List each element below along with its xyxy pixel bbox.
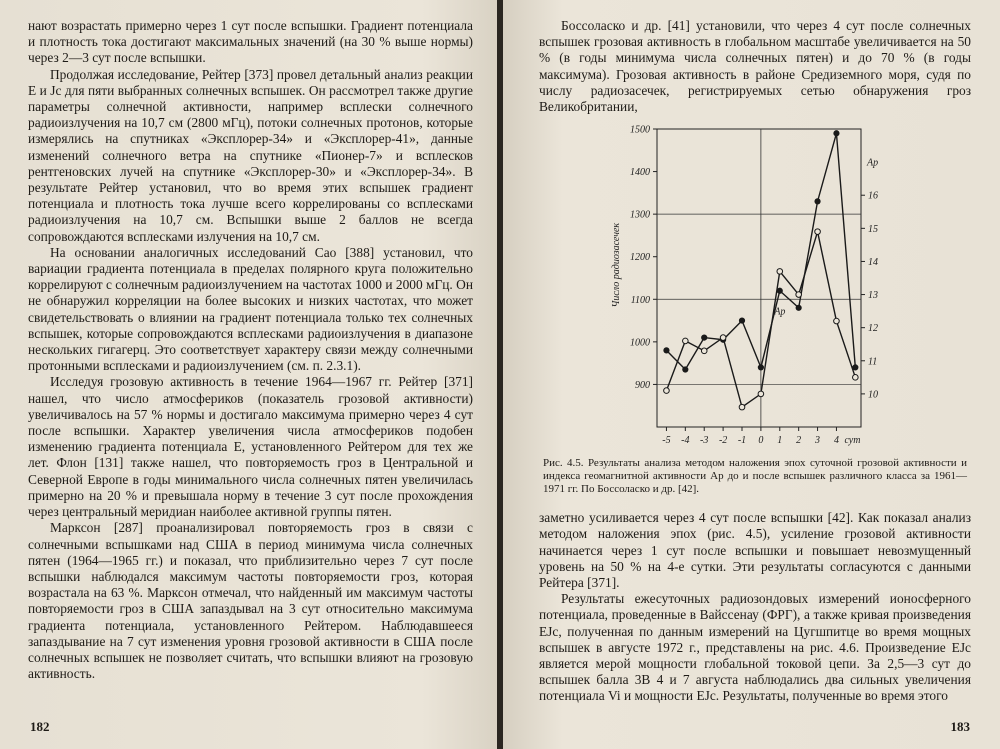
data-point — [720, 335, 726, 341]
left-page — [0, 0, 497, 749]
paragraph: На основании аналогичных исследований Сао [388] установил, что вариации градиента потенциала в пределах полярного круга положительно коррелируют с солнечным радиоизлучением на частотах 1000 и 2000 мГц. Он не обнаружил корреляции на более высоких и низких частотах, что может свидетельствовать о влиянии на градиент потенциала только тех солнечных вспышек, которые сопровождаются всплесками радиоизлучения в диапазоне нескольких гигагерц. Это соответствует характеру связи между солнечными протонными всплесками и радиоизлучением (см. п. 2.3.1). — [28, 244, 473, 374]
x-tick-label: -3 — [700, 435, 709, 447]
data-point — [815, 199, 820, 204]
x-tick-label: 1 — [777, 435, 783, 447]
data-point — [702, 335, 707, 340]
y-left-tick-label: 1500 — [630, 124, 650, 136]
right-page — [503, 0, 1000, 749]
x-tick-label: 4 — [833, 435, 839, 447]
y-right-tick-label: 15 — [868, 224, 878, 236]
paragraph: Продолжая исследование, Рейтер [373] провел детальный анализ реакции E и Jc для пяти выбранных солнечных вспышек. Он рассмотрел также другие параметры солнечной активности, например всплески солнечного радиоизлучения на 10,7 см (2800 мГц), потоки солнечных протонов, которые измерялись на спутниках «Эксплорер-34» и «Эксплорер-41», данные изменений солнечного ветра на спутнике «Пионер-7» и всплесков рентгеновских лучей на спутнике «Эксплорер-30» и «Эксплорер-34». В результате Рейтер установил, что во время этих вспышек градиент потенциала и плотность тока лучше всего коррелированы со всплесками радиоизлучения на 10,7 см. Вспышки выше 2 баллов не всегда сопровождаются всплесками излучения на 10,7 см. — [28, 66, 473, 244]
y-left-tick-label: 1300 — [630, 209, 650, 221]
y-left-tick-label: 1200 — [630, 252, 650, 264]
series-label-ap: Ap — [774, 306, 786, 318]
data-point — [853, 375, 859, 381]
y-right-tick-label: 10 — [868, 389, 878, 401]
figure-caption: Рис. 4.5. Результаты анализа методом наложения эпох суточной грозовой активности и индекса геомагнитной активности Ap до и после вспышек различного класса за 1961—1971 гг. По Боссоласко и др. [42]. — [543, 457, 967, 496]
data-point — [777, 269, 783, 275]
x-tick-label: 0 — [758, 435, 764, 447]
data-point — [739, 405, 745, 411]
page-number-right: 183 — [950, 719, 970, 734]
x-unit-label: сут — [844, 435, 861, 447]
y-right-tick-label: 13 — [868, 290, 878, 302]
paragraph: Боссоласко и др. [41] установили, что через 4 сут после солнечных вспышек грозовая активность в глобальном масштабе увеличивается на 50 % (в годы минимума числа солнечных пятен) и до 70 % (в годы максимума). Грозовая активность в районе Средиземного моря, судя по числу радиозасечек, регистрируемых сетью обнаружения гроз Великобритании, — [539, 18, 971, 115]
y-left-tick-label: 1000 — [630, 337, 650, 349]
data-point — [853, 365, 858, 370]
data-point — [834, 131, 839, 136]
y-right-tick-label: 12 — [868, 323, 878, 335]
right-text-column — [539, 18, 971, 705]
y-left-tick-label: 1400 — [630, 167, 650, 179]
data-point — [815, 229, 821, 235]
data-point — [664, 388, 670, 394]
paragraph: нают возрастать примерно через 1 сут после вспышки. Градиент потенциала и плотность тока достигают максимальных значений (на 30 % выше нормы) через 2—3 сут после вспышки. — [28, 18, 473, 66]
epoch-superposition-chart — [539, 117, 971, 457]
y-right-tick-label: 11 — [868, 356, 878, 368]
y-left-tick-label: 1100 — [630, 295, 650, 307]
y-left-tick-label: 900 — [635, 380, 650, 392]
data-point — [777, 288, 782, 293]
data-point — [683, 367, 688, 372]
data-point — [664, 348, 669, 353]
x-tick-label: -5 — [662, 435, 671, 447]
data-point — [683, 338, 689, 344]
y-left-axis-label: Число радиозасечек — [611, 223, 622, 308]
data-point — [834, 318, 840, 324]
data-point — [739, 318, 744, 323]
right-bottom-text — [539, 510, 971, 704]
paragraph: Исследуя грозовую активность в течение 1964—1967 гг. Рейтер [371] нашел, что число атмосфериков (показатель грозовой активности) увеличивалось на 57 % нормы и достигало максимума примерно через 4 сут после вспышки. Характер увеличения числа атмосфериков подобен изменению градиента потенциала E, установленного Рейтером для тех же лет. Флон [131] также нашел, что повторяемость гроз в Центральной и Северной Европе в годы минимального числа солнечных пятен увеличилась примерно на 20 % и превышала норму в течение 3 сут после прохождения через центральный меридиан наиболее активной группы пятен. — [28, 374, 473, 520]
data-point — [758, 365, 763, 370]
y-right-tick-label: 14 — [868, 257, 878, 269]
right-top-text — [539, 18, 971, 115]
data-point — [758, 391, 764, 397]
x-tick-label: 2 — [796, 435, 802, 447]
data-point — [796, 305, 801, 310]
paragraph: Марксон [287] проанализировал повторяемость гроз в связи с солнечными вспышками над США в период минимума числа солнечных пятен (1964—1965 гг.) и показал, что приблизительно через 7 сут после вспышки наблюдался максимум частоты повторяемости гроз, которая возрастала на 63 %. Марксон отмечал, что найденный им максимум частоты повторяемости гроз в США запаздывал на 3 сут относительно максимума градиента потенциала, установленного Рейтером. Наблюдавшееся запаздывание на 7 сут изменения уровня грозовой активности в США после солнечных вспышек не позволяет считать, что вспышки влияют на грозовую активность. — [28, 520, 473, 682]
x-tick-label: -2 — [718, 435, 728, 447]
x-tick-label: -4 — [681, 435, 690, 447]
paragraph: Результаты ежесуточных радиозондовых измерений ионосферного потенциала, проведенные в Вайссенау (ФРГ), а также кривая произведения EJc, полученная по данным измерений на Цугшпитце во время мощных вспышек в августе 1972 г., представлены на рис. 4.6. Произведение EJc является мерой мощности глобальной токовой цепи. За 2,5—3 сут до вспышек балла 3B 4 и 7 августа наблюдались два сильных увеличения потенциала Vi и мощности EJc. Результаты, полученные во время этого — [539, 591, 971, 704]
y-right-axis-label: Ap — [867, 157, 879, 169]
x-tick-label: 3 — [815, 435, 821, 447]
data-point — [796, 292, 802, 298]
paragraph: заметно усиливается через 4 сут после вспышки [42]. Как показал анализ методом наложения эпох (рис. 4.5), усиление грозовой активности начинается через 1 сут после вспышки и повышает невозмущенный уровень на 50 % на 4-е сутки. Эти результаты согласуются с данными Рейтера [371]. — [539, 510, 971, 591]
plot-frame — [657, 129, 861, 427]
y-right-tick-label: 16 — [868, 190, 878, 202]
figure-4-5 — [539, 117, 971, 457]
left-text-column — [28, 18, 473, 682]
data-point — [701, 348, 707, 354]
x-tick-label: -1 — [737, 435, 747, 447]
page-number-left: 182 — [30, 719, 50, 734]
